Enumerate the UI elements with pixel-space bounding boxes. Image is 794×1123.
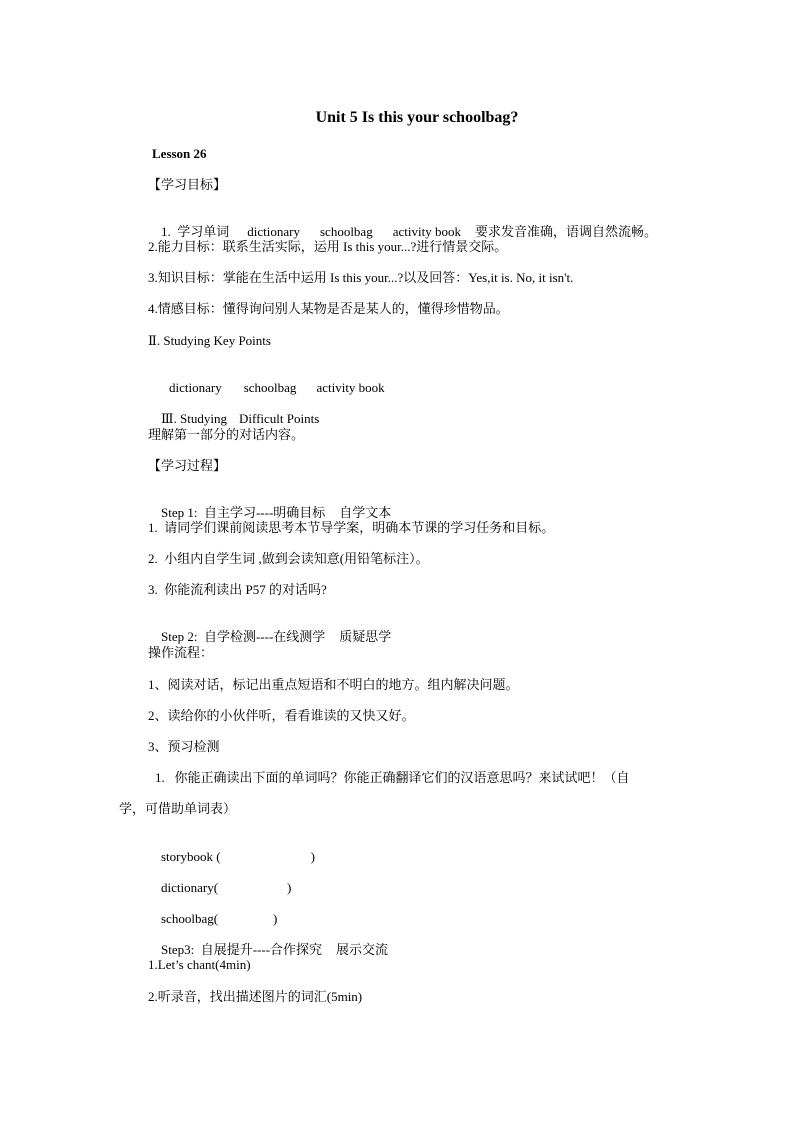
operation-flow-heading: 操作流程： bbox=[148, 645, 214, 660]
step-3-suffix: 展示交流 bbox=[336, 942, 389, 957]
step-3-item-1: 1.Let’s chant(4min) bbox=[148, 957, 251, 972]
section-heading-goals: 【学习目标】 bbox=[148, 177, 227, 192]
goal-1-word-3: activity book bbox=[392, 224, 461, 239]
quiz-item-word: schoolbag( bbox=[161, 911, 219, 926]
goal-1-word-2: schoolbag bbox=[319, 224, 373, 239]
goal-3: 3.知识目标：掌能在生活中运用 Is this your...?以及回答：Yes,it is. No, it isn't. bbox=[148, 270, 574, 285]
quiz-item-close: ) bbox=[310, 849, 315, 864]
goal-2: 2.能力目标：联系生活实际，运用 Is this your...?进行情景交际。 bbox=[148, 239, 508, 254]
quiz-question-line-1: 1. 你能正确读出下面的单词吗？你能正确翻译它们的汉语意思吗？来试试吧！（自 bbox=[155, 770, 630, 785]
step-2-suffix: 质疑思学 bbox=[339, 629, 392, 644]
document-title: Unit 5 Is this your schoolbag? bbox=[315, 109, 519, 126]
step-1-item-1: 1. 请同学们课前阅读思考本节导学案，明确本节课的学习任务和目标。 bbox=[148, 520, 555, 535]
key-point-word-2: schoolbag bbox=[243, 380, 297, 395]
lesson-heading: Lesson 26 bbox=[152, 146, 207, 161]
quiz-question-line-2: 学，可借助单词表） bbox=[119, 801, 237, 816]
flow-item-1: 1、阅读对话，标记出重点短语和不明白的地方。组内解决问题。 bbox=[148, 677, 519, 692]
quiz-item-close: ) bbox=[287, 880, 292, 895]
step-2-label: Step 2: 自学检测----在线测学 bbox=[161, 629, 326, 644]
step-1-item-2: 2. 小组内自学生词 ,做到会读知意(用铅笔标注）。 bbox=[148, 551, 429, 566]
difficult-points-suffix: Difficult Points bbox=[239, 411, 320, 426]
goal-1-label: 1. 学习单词 bbox=[161, 224, 230, 239]
goal-4: 4.情感目标：懂得询问别人某物是否是某人的，懂得珍惜物品。 bbox=[148, 301, 509, 316]
quiz-item-word: storybook ( bbox=[161, 849, 221, 864]
goal-1-word-1: dictionary bbox=[247, 224, 300, 239]
quiz-item-close: ) bbox=[273, 911, 278, 926]
step-1-item-3: 3. 你能流利读出 P57 的对话吗? bbox=[148, 582, 327, 597]
key-points-heading: Ⅱ. Studying Key Points bbox=[148, 333, 271, 348]
goal-1-requirement: 要求发音准确，语调自然流畅。 bbox=[474, 224, 657, 239]
quiz-item-word: dictionary( bbox=[161, 880, 219, 895]
difficult-points-content: 理解第一部分的对话内容。 bbox=[148, 427, 305, 442]
step-3-item-2: 2.听录音，找出描述图片的词汇(5min) bbox=[148, 989, 363, 1004]
step-1-label: Step 1: 自主学习----明确目标 bbox=[161, 505, 326, 520]
section-heading-process: 【学习过程】 bbox=[148, 458, 227, 473]
difficult-points-prefix: Ⅲ. Studying bbox=[161, 411, 227, 426]
key-point-word-1: dictionary bbox=[169, 380, 222, 395]
key-point-word-3: activity book bbox=[316, 380, 385, 395]
flow-item-2: 2、读给你的小伙伴听，看看谁读的又快又好。 bbox=[148, 708, 415, 723]
step-1-suffix: 自学文本 bbox=[339, 505, 392, 520]
step-3-label: Step3: 自展提升----合作探究 bbox=[161, 942, 323, 957]
flow-item-3: 3、预习检测 bbox=[148, 739, 220, 754]
